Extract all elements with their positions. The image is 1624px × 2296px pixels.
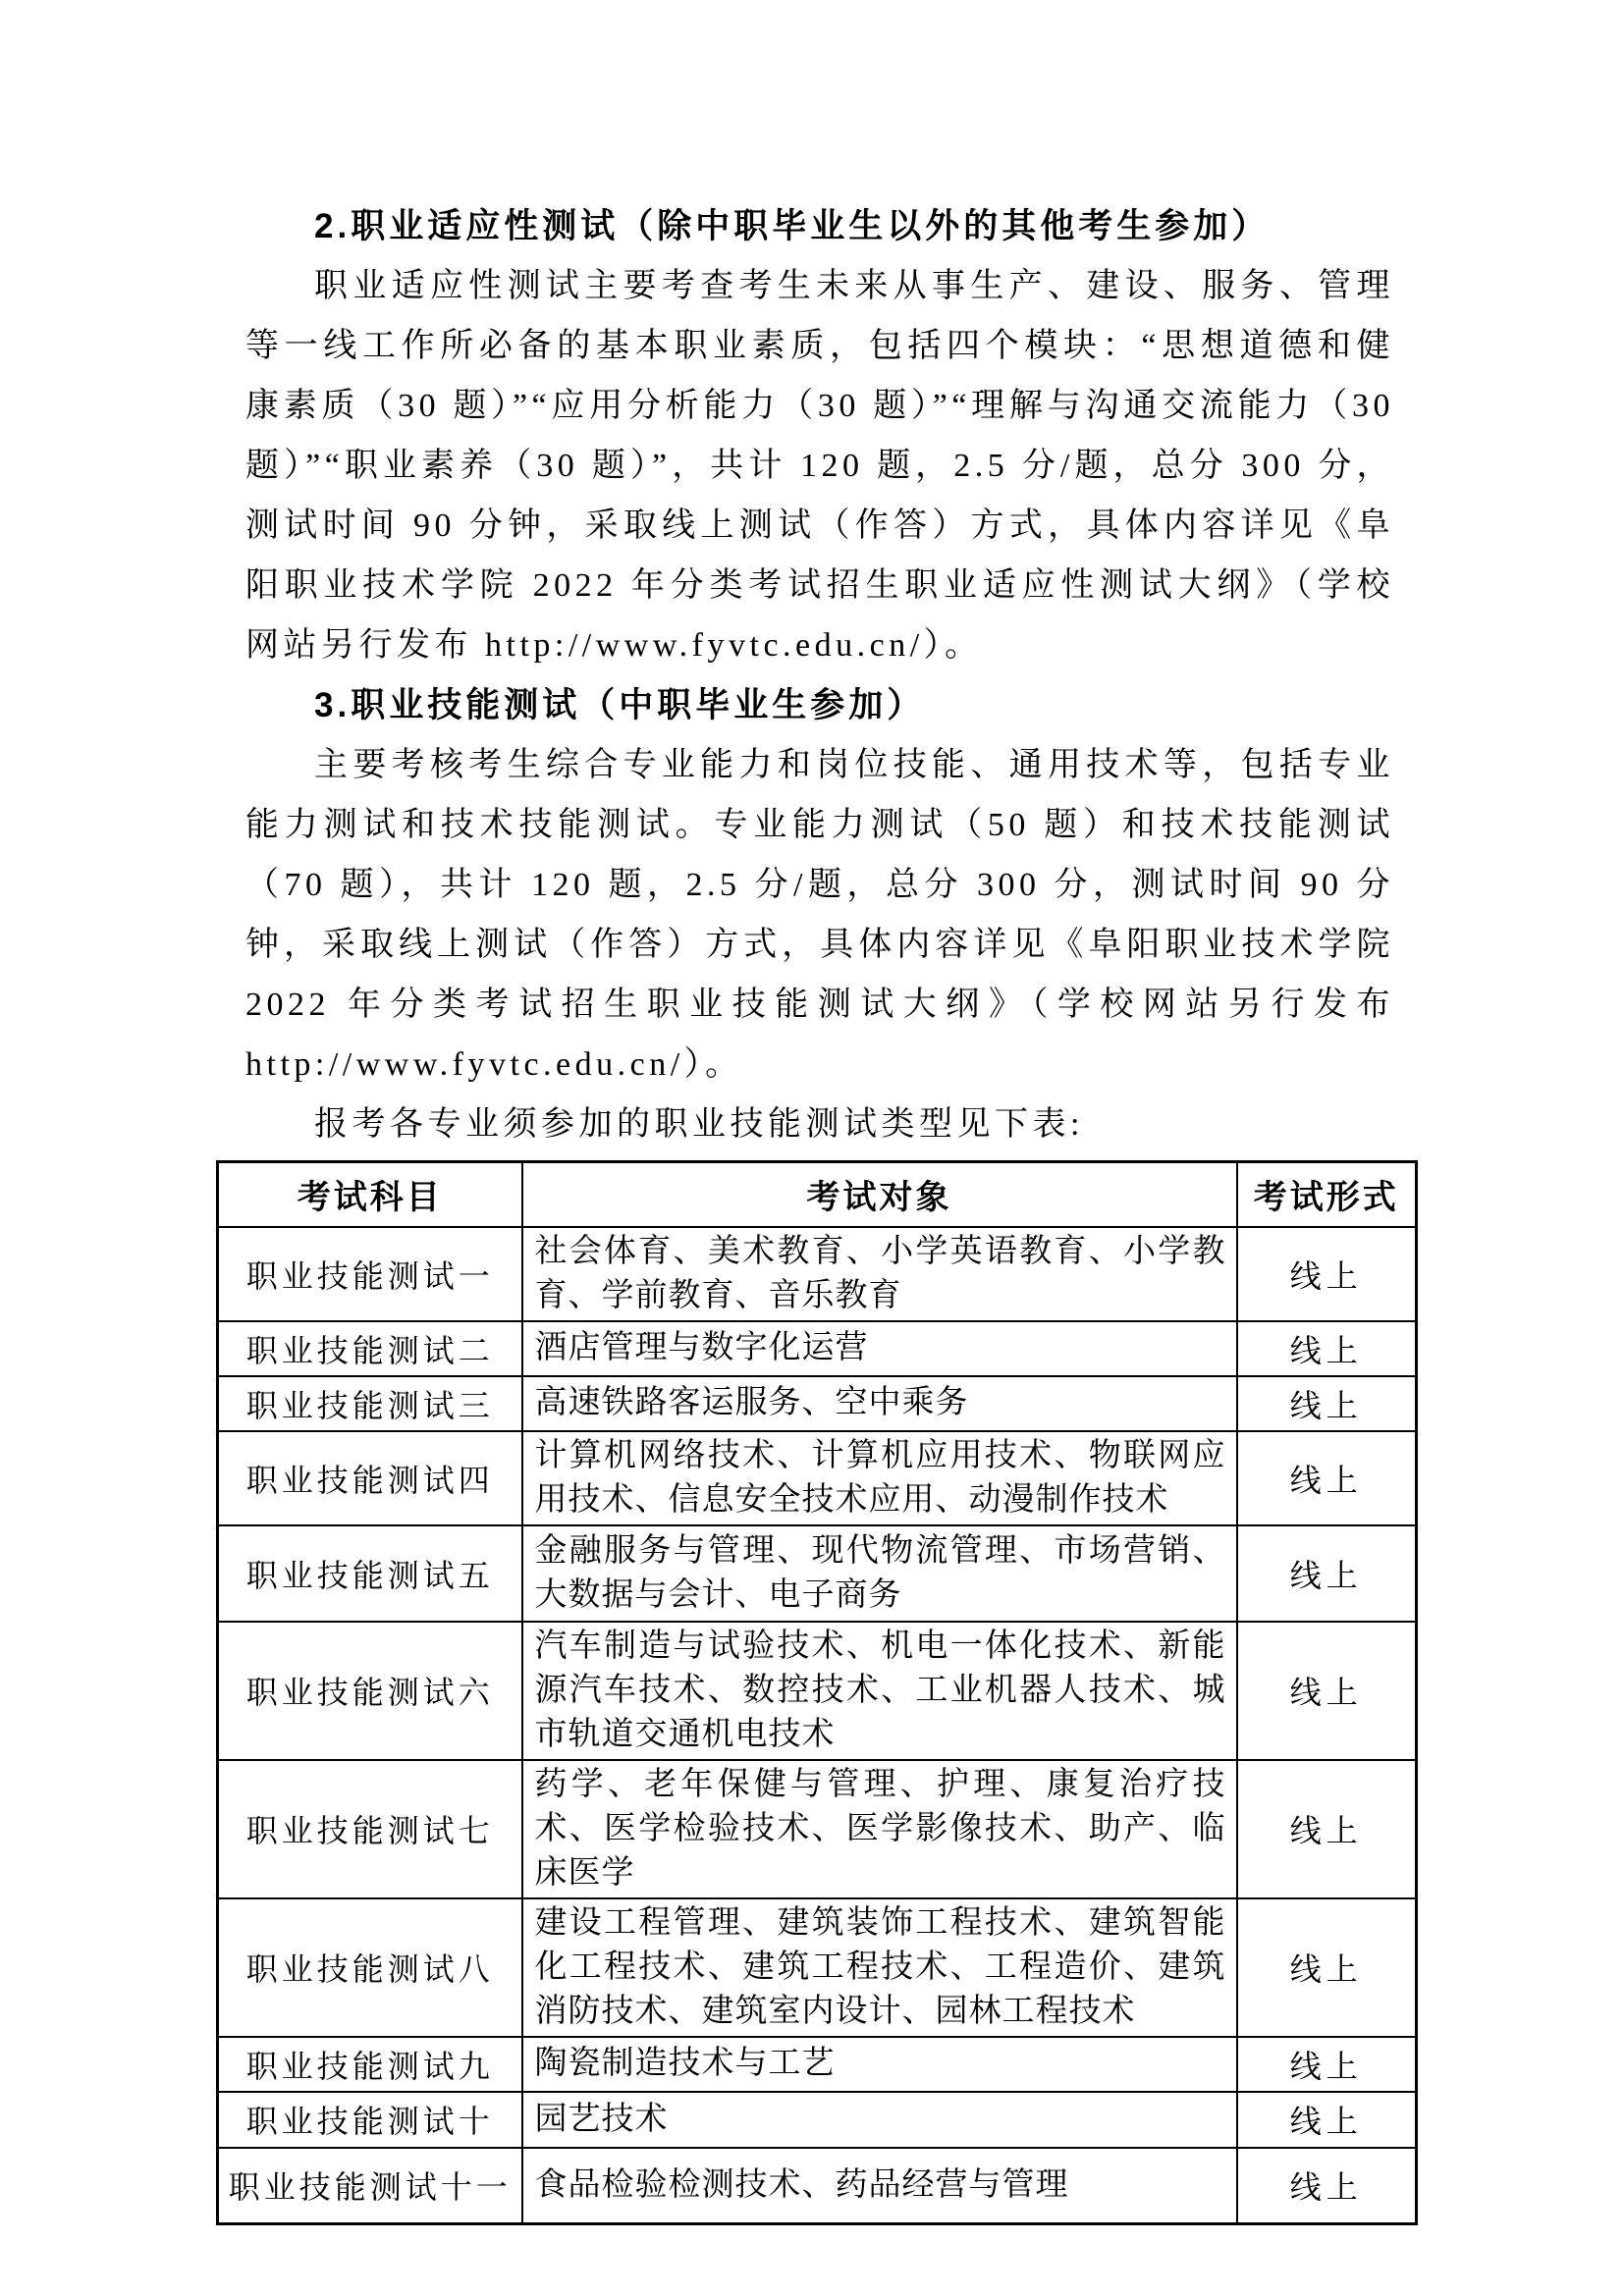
table-row: [218, 2092, 1417, 2148]
table-row: [218, 1760, 1417, 1898]
table-row: [218, 1431, 1417, 1525]
table-row: [218, 1525, 1417, 1622]
exam-target-cell: 酒店管理与数字化运营: [522, 1321, 1237, 1376]
table-row: [218, 2037, 1417, 2092]
paragraph-skill-test-description: 主要考核考生综合专业能力和岗位技能、通用技术等，包括专业能力测试和技术技能测试。专业能力测试（50 题）和技术技能测试（70 题），共计 120 题，2.5 分/题，总分 300 分，测试时间 90 分钟，采取线上测试（作答）方式，具体内容详见《阜阳职业技术学院 2022 年分类考试招生职业技能测试大纲》（学校网站另行发布 http://www.fyvtc.edu.cn/）。: [245, 747, 1394, 1083]
exam-target-cell: 社会体育、美术教育、小学英语教育、小学教育、学前教育、音乐教育: [522, 1227, 1237, 1321]
exam-subject-cell: 职业技能测试五: [218, 1525, 522, 1622]
paragraph-table-intro: 报考各专业须参加的职业技能测试类型见下表:: [314, 1106, 1084, 1143]
exam-target-cell: 高速铁路客运服务、空中乘务: [522, 1376, 1237, 1431]
exam-target-cell: 汽车制造与试验技术、机电一体化技术、新能源汽车技术、数控技术、工业机器人技术、城市轨道交通机电技术: [522, 1622, 1237, 1760]
exam-mode-cell: 线上: [1237, 2148, 1417, 2224]
exam-subject-cell: 职业技能测试二: [218, 1321, 522, 1376]
exam-target-cell: 计算机网络技术、计算机应用技术、物联网应用技术、信息安全技术应用、动漫制作技术: [522, 1431, 1237, 1525]
exam-mode-cell: 线上: [1237, 1376, 1417, 1431]
exam-mode-cell: 线上: [1237, 2037, 1417, 2092]
exam-mode-cell: 线上: [1237, 1760, 1417, 1898]
exam-mode-cell: 线上: [1237, 1898, 1417, 2037]
exam-subject-cell: 职业技能测试三: [218, 1376, 522, 1431]
table-row: [218, 1622, 1417, 1760]
exam-target-cell: 建设工程管理、建筑装饰工程技术、建筑智能化工程技术、建筑工程技术、工程造价、建筑消防技术、建筑室内设计、园林工程技术: [522, 1898, 1237, 2037]
exam-target-cell: 金融服务与管理、现代物流管理、市场营销、大数据与会计、电子商务: [522, 1525, 1237, 1622]
exam-subject-cell: 职业技能测试四: [218, 1431, 522, 1525]
table-header-row: [218, 1162, 1417, 1227]
exam-subject-cell: 职业技能测试九: [218, 2037, 522, 2092]
column-header-exam-subject: 考试科目: [218, 1162, 522, 1227]
exam-mode-cell: 线上: [1237, 1321, 1417, 1376]
exam-target-cell: 园艺技术: [522, 2092, 1237, 2148]
column-header-exam-mode: 考试形式: [1237, 1162, 1417, 1227]
paragraph-aptitude-test-description: 职业适应性测试主要考查考生未来从事生产、建设、服务、管理等一线工作所必备的基本职业素质，包括四个模块：“思想道德和健康素质（30 题）”“应用分析能力（30 题）”“理解与沟通交流能力（30 题）”“职业素养（30 题）”，共计 120 题，2.5 分/题，总分 300 分，测试时间 90 分钟，采取线上测试（作答）方式，具体内容详见《阜阳职业技术学院 2022 年分类考试招生职业适应性测试大纲》（学校网站另行发布 http://www.fyvtc.edu.cn/）。: [245, 268, 1394, 664]
column-header-exam-target: 考试对象: [522, 1162, 1237, 1227]
exam-target-cell: 药学、老年保健与管理、护理、康复治疗技术、医学检验技术、医学影像技术、助产、临床医学: [522, 1760, 1237, 1898]
table-row: [218, 1321, 1417, 1376]
exam-subject-cell: 职业技能测试七: [218, 1760, 522, 1898]
exam-target-cell: 食品检验检测技术、药品经营与管理: [522, 2148, 1237, 2224]
exam-subject-cell: 职业技能测试六: [218, 1622, 522, 1760]
exam-target-cell: 陶瓷制造技术与工艺: [522, 2037, 1237, 2092]
exam-subject-cell: 职业技能测试八: [218, 1898, 522, 2037]
document-body: [228, 196, 1399, 2225]
table-row: [218, 1376, 1417, 1431]
table-row: [218, 1227, 1417, 1321]
section-heading-skill-test: 3.职业技能测试（中职毕业生参加）: [314, 686, 926, 724]
section-heading-aptitude-test: 2.职业适应性测试（除中职毕业生以外的其他考生参加）: [314, 207, 1271, 245]
exam-subject-cell: 职业技能测试一: [218, 1227, 522, 1321]
exam-subject-cell: 职业技能测试十一: [218, 2148, 522, 2224]
exam-mode-cell: 线上: [1237, 1525, 1417, 1622]
table-row: [218, 1898, 1417, 2037]
exam-mode-cell: 线上: [1237, 1227, 1417, 1321]
exam-mode-cell: 线上: [1237, 1622, 1417, 1760]
exam-subject-cell: 职业技能测试十: [218, 2092, 522, 2148]
table-row: [218, 2148, 1417, 2224]
exam-mode-cell: 线上: [1237, 2092, 1417, 2148]
exam-mode-cell: 线上: [1237, 1431, 1417, 1525]
exam-type-table: [216, 1160, 1418, 2225]
